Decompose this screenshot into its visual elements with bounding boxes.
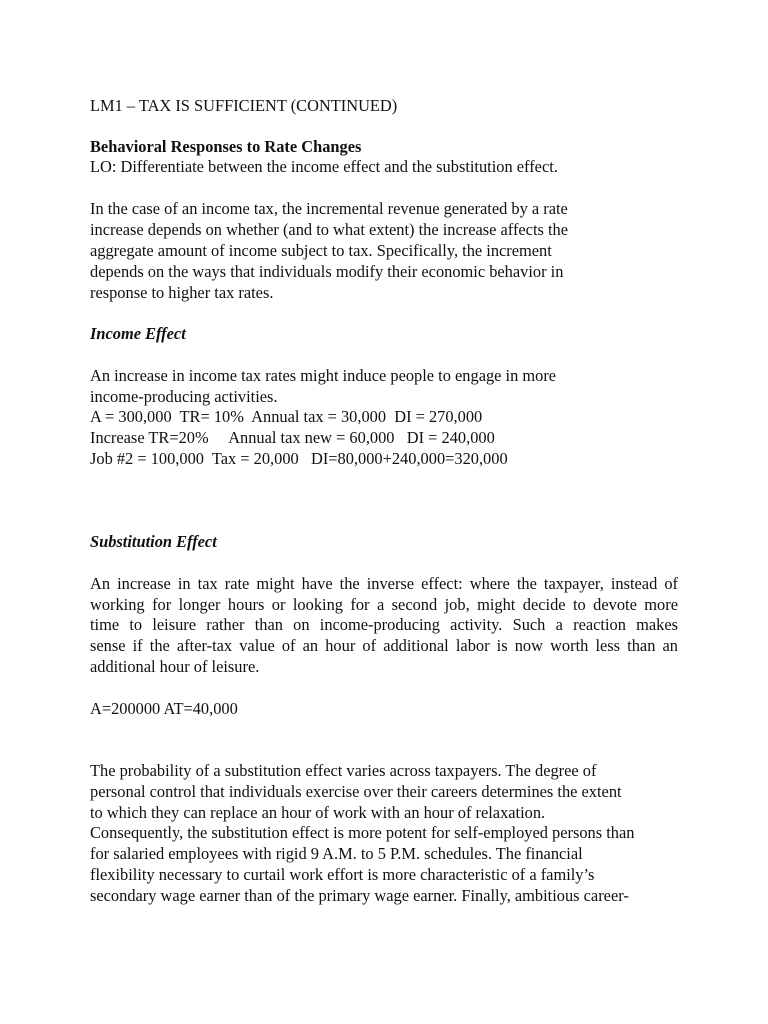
substitution-calc-line: A=200000 AT=40,000: [90, 699, 238, 718]
intro-line: increase depends on whether (and to what extent) the increase affects the: [90, 220, 569, 239]
learning-objective: LO: Differentiate between the income effect and the substitution effect.: [90, 157, 558, 176]
income-effect-heading: Income Effect: [90, 324, 186, 343]
substitution-line: sense if the after-tax value of an hour of additional labor is now worth less than an: [90, 636, 678, 655]
income-calc-line: A = 300,000 TR= 10% Annual tax = 30,000 DI = 270,000: [90, 407, 483, 426]
income-effect-line: income-producing activities.: [90, 387, 278, 406]
probability-line: flexibility necessary to curtail work effort is more characteristic of a family’s: [90, 865, 595, 884]
probability-line: for salaried employees with rigid 9 A.M. to 5 P.M. schedules. The financial: [90, 844, 583, 863]
intro-line: aggregate amount of income subject to tax. Specifically, the increment: [90, 241, 552, 260]
income-calc-line: Job #2 = 100,000 Tax = 20,000 DI=80,000+240,000=320,000: [90, 449, 508, 468]
probability-line: Consequently, the substitution effect is more potent for self-employed persons than: [90, 823, 635, 842]
income-calc-line: Increase TR=20% Annual tax new = 60,000 DI = 240,000: [90, 428, 495, 447]
income-effect-line: An increase in income tax rates might induce people to engage in more: [90, 366, 557, 385]
substitution-line: time to leisure rather than on income-producing activity. Such a reaction makes: [90, 615, 678, 634]
intro-line: depends on the ways that individuals modify their economic behavior in: [90, 262, 564, 281]
substitution-line: additional hour of leisure.: [90, 657, 260, 676]
intro-line: In the case of an income tax, the incremental revenue generated by a rate: [90, 199, 568, 218]
document-title: LM1 – TAX IS SUFFICIENT (CONTINUED): [90, 96, 398, 115]
substitution-line: working for longer hours or looking for a second job, might decide to devote more: [90, 595, 678, 614]
substitution-line: An increase in tax rate might have the inverse effect: where the taxpayer, instead of: [90, 574, 678, 593]
probability-line: secondary wage earner than of the primary wage earner. Finally, ambitious career-: [90, 886, 629, 905]
substitution-effect-heading: Substitution Effect: [90, 532, 217, 551]
section-heading: Behavioral Responses to Rate Changes: [90, 137, 362, 156]
probability-line: to which they can replace an hour of work with an hour of relaxation.: [90, 803, 546, 822]
intro-line: response to higher tax rates.: [90, 283, 274, 302]
probability-line: personal control that individuals exercise over their careers determines the extent: [90, 782, 622, 801]
probability-line: The probability of a substitution effect varies across taxpayers. The degree of: [90, 761, 597, 780]
